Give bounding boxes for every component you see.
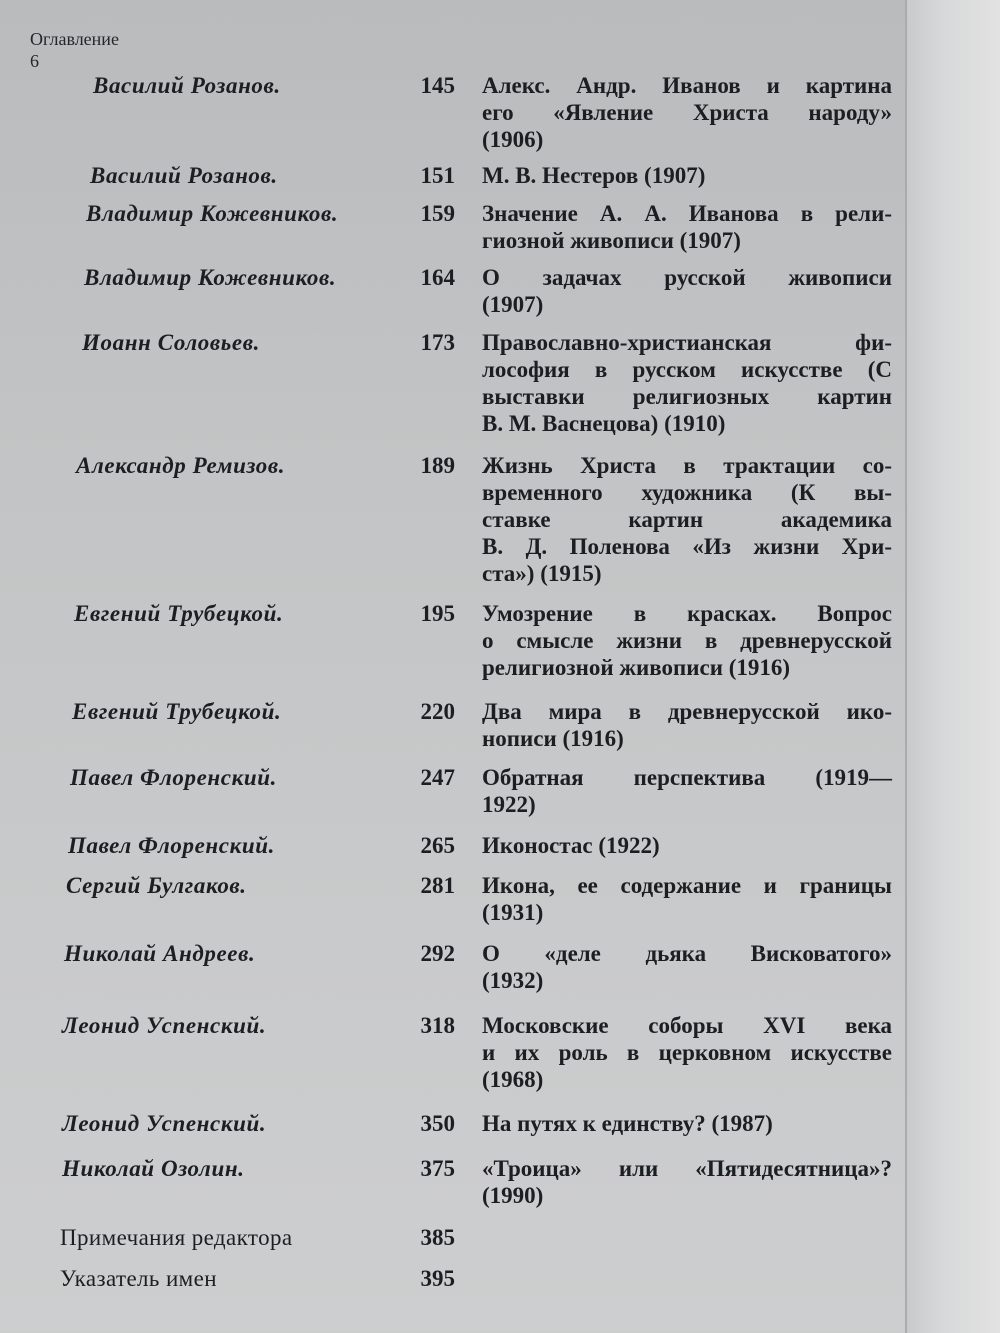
toc-entry-title xyxy=(482,162,892,189)
toc-entry-title xyxy=(482,264,892,318)
toc-entry-page-number: 395 xyxy=(420,1266,455,1291)
toc-entry-title-line: О задачах русской живописи xyxy=(482,265,892,290)
toc-entry-title-line: его «Явление Христа народу» xyxy=(482,100,892,125)
toc-entry-page-number: 220 xyxy=(420,699,455,724)
toc-entry-page-number: 265 xyxy=(420,833,455,858)
toc-entry-title-line: и их роль в церковном искусстве xyxy=(482,1040,892,1065)
toc-entry-title-line: (1931) xyxy=(482,900,544,925)
toc-entry-page-number: 318 xyxy=(420,1013,455,1038)
toc-entry-author: Павел Флоренский. xyxy=(70,765,277,790)
toc-entry-page-number: 281 xyxy=(420,873,455,898)
toc-entry-title-line: Православно-христианская фи- xyxy=(482,330,892,355)
toc-entry-title-line: О «деле дьяка Висковатого» xyxy=(482,941,892,966)
toc-entry-title-line: В. Д. Поленова «Из жизни Хри- xyxy=(482,534,892,559)
toc-entry-author: Евгений Трубецкой. xyxy=(74,601,284,626)
toc-entry-title-line: Алекс. Андр. Иванов и картина xyxy=(482,73,892,98)
toc-entry-title-line: Иконостас (1922) xyxy=(482,833,660,858)
toc-entry-author: Леонид Успенский. xyxy=(62,1111,267,1136)
toc-entry-author: Примечания редактора xyxy=(60,1225,293,1250)
toc-entry-title-line: На путях к единству? (1987) xyxy=(482,1111,773,1136)
toc-entry-title-line: (1906) xyxy=(482,127,544,152)
toc-entry-title-line: (1990) xyxy=(482,1183,544,1208)
toc-entry-page-number: 195 xyxy=(420,601,455,626)
toc-entry-title-line: Икона, ее содержание и границы xyxy=(482,873,892,898)
toc-entry-author: Василий Розанов. xyxy=(90,163,278,188)
toc-entry-title xyxy=(482,452,892,587)
toc-entry-author: Василий Розанов. xyxy=(93,73,281,98)
toc-entry-title-line: выставки религиозных картин xyxy=(482,384,892,409)
toc-entry-title xyxy=(482,940,892,994)
toc-entry-author: Павел Флоренский. xyxy=(68,833,275,858)
toc-entry-author: Указатель имен xyxy=(60,1266,217,1291)
toc-entry-title-line: ста») (1915) xyxy=(482,561,602,586)
toc-entry-page-number: 350 xyxy=(420,1111,455,1136)
toc-entry-title xyxy=(482,329,892,437)
toc-entry-page-number: 292 xyxy=(420,941,455,966)
toc-entry-title-line: гиозной живописи (1907) xyxy=(482,228,741,253)
toc-entry-title xyxy=(482,200,892,254)
toc-entry-page-number: 164 xyxy=(420,265,455,290)
toc-entry-title xyxy=(482,832,892,859)
toc-entry-title-line: религиозной живописи (1916) xyxy=(482,655,791,680)
toc-entry-title xyxy=(482,600,892,681)
toc-entry-page-number: 145 xyxy=(420,73,455,98)
toc-entry-title-line: (1968) xyxy=(482,1067,544,1092)
toc-entry-title-line: Жизнь Христа в трактации со- xyxy=(482,453,892,478)
toc-entry-title xyxy=(482,1155,892,1209)
toc-entry-author: Владимир Кожевников. xyxy=(84,265,337,290)
toc-entry-page-number: 385 xyxy=(420,1225,455,1250)
toc-entry-title xyxy=(482,698,892,752)
running-header xyxy=(30,28,119,72)
toc-entry-title-line: 1922) xyxy=(482,792,536,817)
toc-entry-page-number: 159 xyxy=(420,201,455,226)
toc-entry-author: Александр Ремизов. xyxy=(76,453,286,478)
toc-entry-author: Николай Андреев. xyxy=(64,941,256,966)
toc-entry-title-line: о смысле жизни в древнерусской xyxy=(482,628,892,653)
toc-entry-title-line: Московские соборы XVI века xyxy=(482,1013,892,1038)
toc-entry-page-number: 247 xyxy=(420,765,455,790)
toc-entry-title-line: лософия в русском искусстве (С xyxy=(482,357,892,382)
toc-entry-title-line: М. В. Нестеров (1907) xyxy=(482,163,706,188)
toc-entry-title xyxy=(482,872,892,926)
toc-entry-author: Николай Озолин. xyxy=(62,1156,245,1181)
toc-entry-title xyxy=(482,1012,892,1093)
toc-entry-title xyxy=(482,1110,892,1137)
toc-entry-title xyxy=(482,72,892,153)
toc-entry-title-line: Значение А. А. Иванова в рели- xyxy=(482,201,892,226)
toc-entry-title-line: Умозрение в красках. Вопрос xyxy=(482,601,892,626)
toc-entry-title-line: (1907) xyxy=(482,292,544,317)
toc-entry-page-number: 189 xyxy=(420,453,455,478)
toc-entry-page-number: 173 xyxy=(420,330,455,355)
toc-entry-title-line: «Троица» или «Пятидесятница»? xyxy=(482,1156,892,1181)
toc-entry-title-line: Два мира в древнерусской ико- xyxy=(482,699,892,724)
toc-entry-title-line: (1932) xyxy=(482,968,544,993)
facing-page-edge xyxy=(905,0,1000,1333)
page-number: 6 xyxy=(30,51,39,71)
toc-entry-title-line: В. М. Васнецова) (1910) xyxy=(482,411,726,436)
toc-entry-author: Иоанн Соловьев. xyxy=(82,330,260,355)
toc-entry-author: Сергий Булгаков. xyxy=(66,873,247,898)
toc-entry-author: Леонид Успенский. xyxy=(62,1013,267,1038)
toc-entry-page-number: 151 xyxy=(420,163,455,188)
section-title: Оглавление xyxy=(30,29,119,49)
toc-entry-title-line: Обратная перспектива (1919— xyxy=(482,765,892,790)
toc-entry-page-number: 375 xyxy=(420,1156,455,1181)
toc-entry-title xyxy=(482,764,892,818)
toc-entry-author: Владимир Кожевников. xyxy=(86,201,339,226)
toc-entry-title-line: нописи (1916) xyxy=(482,726,624,751)
toc-entry-title-line: временного художника (К вы- xyxy=(482,480,892,505)
toc-entry-author: Евгений Трубецкой. xyxy=(72,699,282,724)
toc-entry-title-line: ставке картин академика xyxy=(482,507,892,532)
